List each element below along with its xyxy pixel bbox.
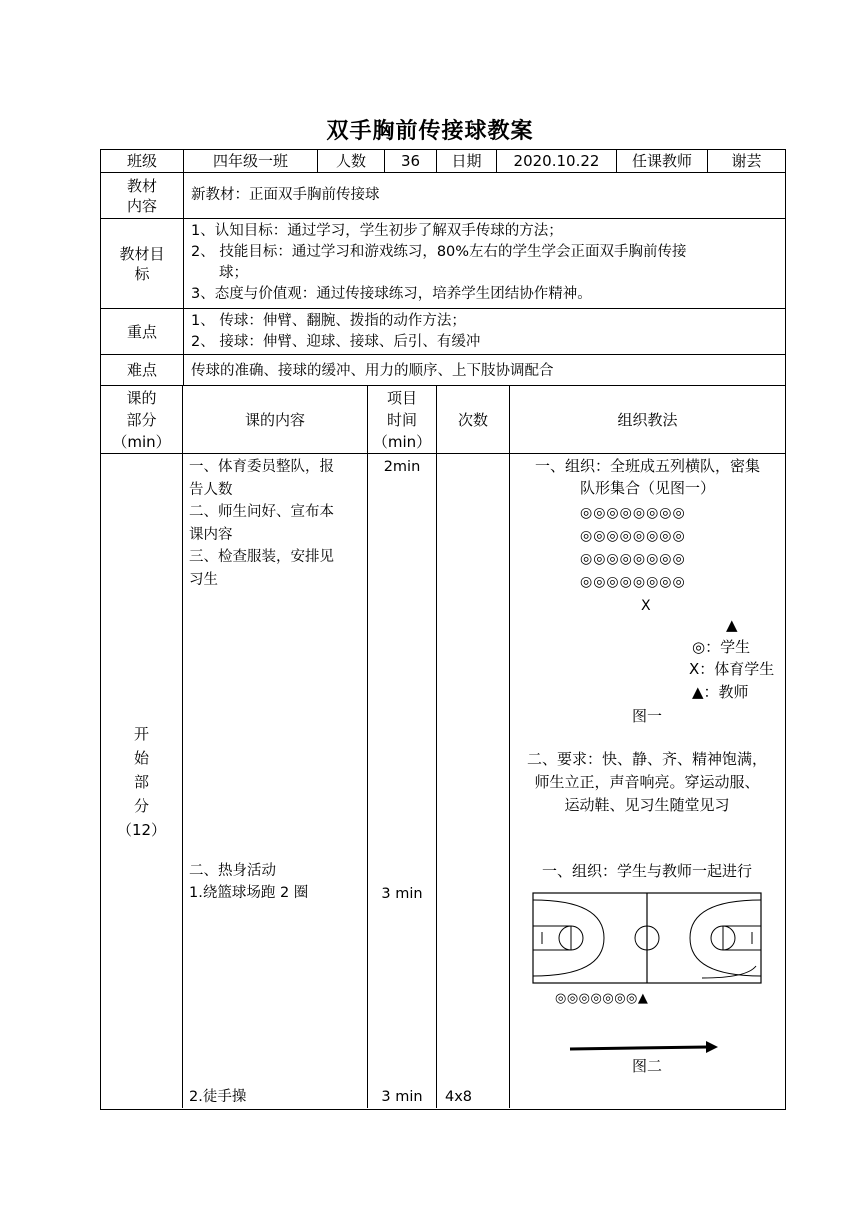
key-points-row <box>100 309 786 355</box>
col-part-header: 课的 部分 （min） <box>112 388 171 451</box>
difficulty-text: 传球的准确、接球的缓冲、用力的顺序、上下肢协调配合 <box>191 363 554 379</box>
content-row-label: 教材 内容 <box>101 173 184 218</box>
formation-row: ◎◎◎◎◎◎◎◎ <box>580 574 686 590</box>
difficulty-row <box>100 355 786 386</box>
content-exercise: 2.徒手操 <box>189 1089 247 1105</box>
formation-leader-mark: X <box>641 598 651 614</box>
method-organize-2: 一、组织：学生与教师一起进行 <box>541 862 752 880</box>
goals-row <box>100 219 786 309</box>
time-warmup: 3 min <box>381 886 423 902</box>
formation-row: ◎◎◎◎◎◎◎◎ <box>580 551 686 567</box>
time-exercise: 3 min <box>381 1089 423 1105</box>
content-row-text: 新教材：正面双手胸前传接球 <box>191 187 380 203</box>
class-value: 四年级一班 <box>183 150 317 172</box>
goals-row-label: 教材目 标 <box>101 219 184 308</box>
content-warmup: 二、热身活动 1.绕篮球场跑 2 圈 <box>189 863 309 901</box>
method-organize-1: 一、组织：全班成五列横队，密集 队形集合（见图一） <box>534 457 760 497</box>
goals-text: 1、认知目标：通过学习，学生初步了解双手传球的方法； 2、 技能目标：通过学习和游戏练习，80%左右的学生学会正面双手胸前传接 球； 3、态度与价值观：通过传接球练习，培养学生团结协作精神。 <box>191 223 687 302</box>
content-row <box>100 173 786 219</box>
count-value: 36 <box>384 150 436 172</box>
col-content-header: 课的内容 <box>244 410 305 429</box>
teacher-value: 谢芸 <box>707 150 785 172</box>
legend-teacher: ▲：教师 <box>692 683 749 701</box>
teacher-label: 任课教师 <box>616 150 707 172</box>
legend-student: ◎：学生 <box>692 638 751 656</box>
teacher-triangle-icon: ▲ <box>726 616 738 634</box>
difficulty-label: 难点 <box>101 355 184 385</box>
figure2-caption: 图二 <box>631 1057 662 1075</box>
date-label: 日期 <box>436 150 496 172</box>
col-time-header: 项目 时间 （min） <box>372 388 432 451</box>
info-header-row <box>100 149 786 173</box>
court-formation: ◎◎◎◎◎◎◎▲ <box>555 991 649 1006</box>
formation-row: ◎◎◎◎◎◎◎◎ <box>580 528 686 544</box>
time-opening: 2min <box>383 459 421 475</box>
formation-row: ◎◎◎◎◎◎◎◎ <box>580 505 686 521</box>
reps-exercise: 4x8 <box>445 1089 473 1105</box>
legend-leader: X：体育学生 <box>689 660 775 678</box>
figure1-caption: 图一 <box>631 707 662 725</box>
date-value: 2020.10.22 <box>496 150 616 172</box>
class-label: 班级 <box>126 152 157 170</box>
key-points-label: 重点 <box>101 309 184 354</box>
key-points-text: 1、 传球：伸臂、翻腕、拨指的动作方法； 2、 接球：伸臂、迎球、接球、后引、有缓冲 <box>191 313 481 350</box>
part-name: 开 始 部 分 （12） <box>116 725 167 839</box>
col-reps-header: 次数 <box>457 410 488 429</box>
col-method-header: 组织教法 <box>617 410 678 429</box>
page-title: 双手胸前传接球教案 <box>326 119 534 144</box>
count-label: 人数 <box>317 150 384 172</box>
content-opening: 一、体育委员整队，报 告人数 二、师生问好、宣布本 课内容 三、检查服装，安排见 习生 <box>189 459 334 588</box>
method-requirements: 二、要求：快、静、齐、精神饱满， 师生立正，声音响亮。穿运动服、 运动鞋、见习生随堂见习 <box>526 750 767 814</box>
basketball-court-diagram <box>532 892 762 984</box>
